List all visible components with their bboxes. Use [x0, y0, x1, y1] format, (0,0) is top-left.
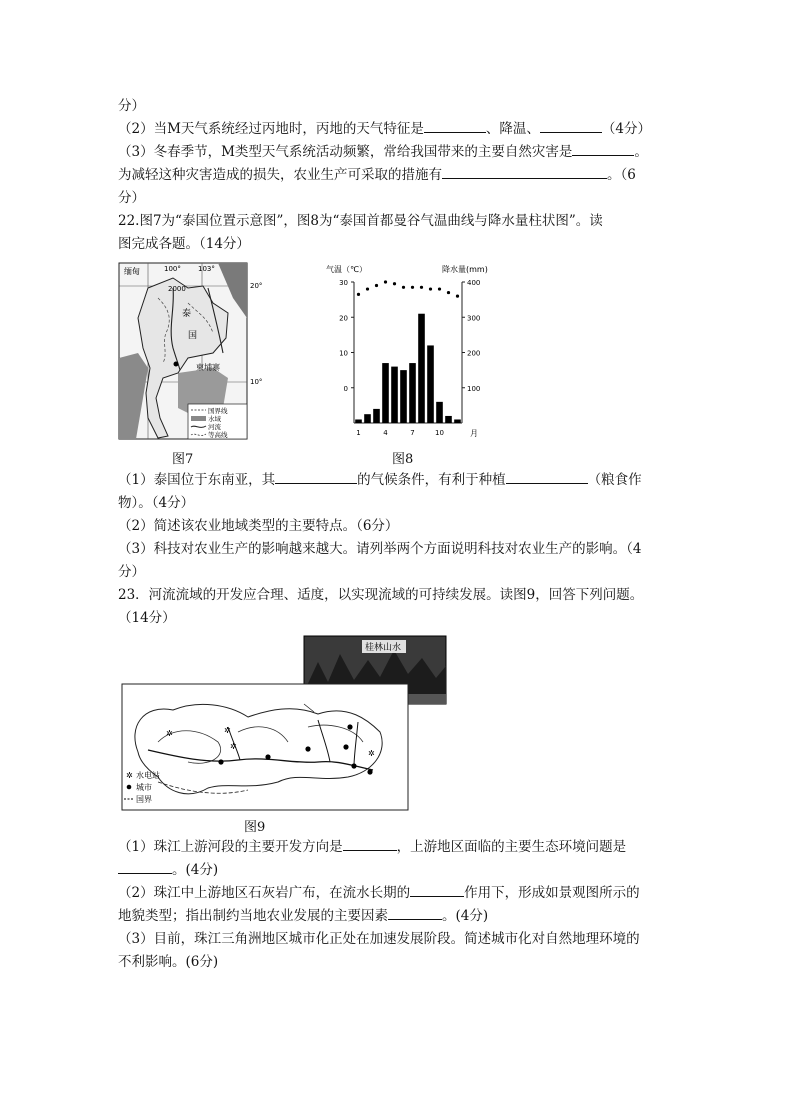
text-line: 分）	[118, 98, 145, 114]
temperature-point	[384, 280, 387, 283]
tick-label-right: 300	[467, 314, 481, 323]
text-line: 不利影响。(6分)	[118, 954, 219, 970]
question-23-1: （1）珠江上游河段的主要开发方向是 ，上游地区面临的主要生态环境问题是	[118, 839, 627, 855]
temperature-point	[375, 284, 378, 287]
chart-ylabel-left: 气温（℃）	[326, 265, 367, 274]
question-22-3: （3）科技对农业生产的影响越来越大。请列举两个方面说明科技对农业生产的影响。（4	[118, 541, 642, 557]
rainfall-bar	[364, 414, 371, 423]
figure-7-caption: 图7	[172, 452, 194, 467]
temperature-point	[456, 295, 459, 298]
legend-border: 国界线	[208, 407, 228, 415]
rainfall-bar	[436, 402, 443, 423]
text-line: 。(4分)	[118, 861, 218, 879]
text-line: 分）	[118, 564, 145, 580]
tick-label-right: 200	[467, 349, 481, 358]
question-23-3: （3）目前，珠江三角洲地区城市化正处在加速发展阶段。简述城市化对自然地理环境的	[118, 931, 640, 947]
figure-9-caption: 图9	[244, 820, 266, 835]
rainfall-bar	[445, 416, 452, 423]
temperature-point	[420, 286, 423, 289]
tick-label-x: 7	[410, 429, 415, 437]
temperature-point	[357, 293, 360, 296]
legend-contour: 等高线	[208, 431, 228, 439]
photo-label: 桂林山水	[365, 643, 402, 653]
tick-label-right: 100	[467, 384, 481, 393]
rainfall-bar	[409, 363, 416, 423]
text-line: 分）	[118, 190, 145, 206]
legend-water: 水域	[208, 415, 221, 423]
map-longitude-label: 100°	[164, 265, 181, 273]
map-label-cambodia: 柬埔寨	[196, 363, 220, 372]
legend-river: 河流	[208, 423, 221, 431]
tick-label-right: 400	[467, 279, 481, 287]
tick-label-x: 10	[435, 429, 444, 437]
thailand-map-figure	[118, 258, 268, 444]
tick-label-left: 0	[343, 384, 348, 393]
figure-8-caption: 图8	[392, 452, 414, 467]
text-line: （14分）	[118, 610, 176, 626]
rainfall-bar	[418, 314, 425, 423]
map-label-myanmar: 缅甸	[124, 267, 140, 276]
tick-label-left: 10	[339, 349, 348, 358]
chart-ylabel-right: 降水量(mm)	[442, 265, 488, 274]
question-23-intro: 23．河流流域的开发应合理、适度，以实现流域的可持续发展。读图9，回答下列问题。	[118, 587, 644, 603]
text-line: 图完成各题。（14分）	[118, 236, 250, 252]
question-22-intro: 22.图7为“泰国位置示意图”，图8为“泰国首都曼谷气温曲线与降水量柱状图”。读	[118, 213, 603, 229]
rainfall-bar	[382, 363, 389, 423]
tick-label-x: 4	[383, 429, 388, 437]
map-label-country: 国	[188, 331, 198, 341]
question-22-2: （2）简述该农业地域类型的主要特点。（6分）	[118, 518, 399, 534]
bangkok-climate-chart	[322, 258, 492, 444]
rainfall-bar	[427, 345, 434, 423]
question-22-1: （1）泰国位于东南亚，其 的气候条件，有利于种植 （粮食作	[118, 472, 642, 488]
map-label-thai: 泰	[182, 309, 192, 319]
text-line: 地貌类型；指出制约当地农业发展的主要因素 。(4分)	[118, 908, 489, 924]
tick-label-x: 1	[356, 429, 361, 437]
temperature-point	[402, 286, 405, 289]
temperature-point	[393, 282, 396, 285]
tick-label-left: 20	[339, 314, 348, 323]
rainfall-bar	[391, 367, 398, 423]
map-longitude-label: 103°	[198, 265, 215, 273]
legend-city: 城市	[136, 783, 152, 792]
tick-label-left: 30	[339, 279, 348, 287]
temperature-point	[447, 291, 450, 294]
map-latitude-label: 10°	[250, 378, 263, 386]
legend-hydro: 水电站	[136, 771, 160, 780]
temperature-point	[429, 287, 432, 290]
text-line: 物）。（4分）	[118, 495, 195, 511]
svg-text:✲: ✲	[224, 726, 231, 735]
rainfall-bar	[454, 419, 461, 423]
map-contour-label: 2000	[168, 285, 186, 293]
chart-xlabel: 月	[470, 429, 478, 438]
question-21-2: （2）当M天气系统经过丙地时，丙地的天气特征是 、降温、 （4分）	[118, 121, 652, 137]
legend-border: 国界	[136, 795, 152, 804]
temperature-point	[366, 287, 369, 290]
city-icon	[127, 785, 132, 790]
svg-text:✲: ✲	[166, 729, 173, 738]
rainfall-bar	[400, 370, 407, 423]
temperature-point	[411, 286, 414, 289]
hydro-station-icon: ✲	[126, 771, 133, 780]
map-latitude-label: 20°	[250, 282, 263, 290]
temperature-point	[438, 287, 441, 290]
question-21-3: （3）冬春季节，M类型天气系统活动频繁，常给我国带来的主要自然灾害是 。	[118, 144, 648, 160]
question-23-2: （2）珠江中上游地区石灰岩广布，在流水长期的 作用下，形成如景观图所示的	[118, 885, 640, 901]
svg-text:✲: ✲	[368, 749, 375, 758]
rainfall-bar	[373, 409, 380, 423]
pearl-river-map-figure	[118, 632, 450, 812]
rainfall-bar	[355, 419, 362, 423]
text-line: 为减轻这种灾害造成的损失，农业生产可采取的措施有 。（6	[118, 167, 636, 183]
svg-text:✲: ✲	[230, 742, 237, 751]
